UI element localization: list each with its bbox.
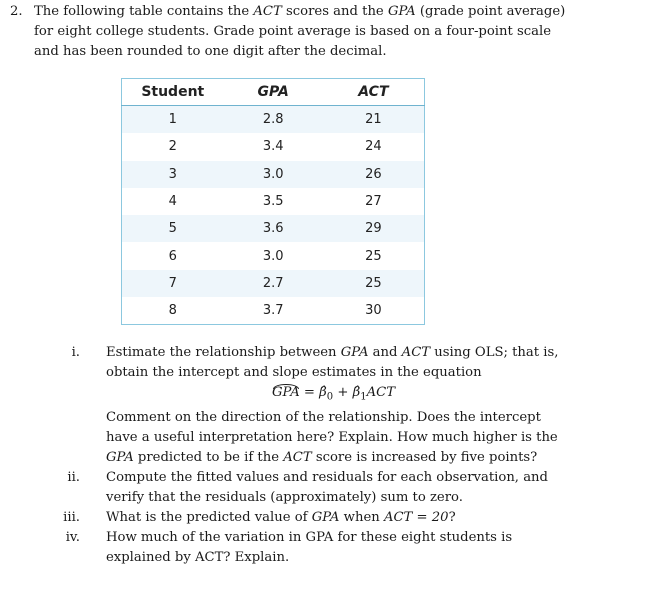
question-text: Compute the fitted values and residuals for each observation, and verify that the residuals (approximately) sum to zero.	[106, 469, 548, 505]
table-row	[122, 106, 425, 134]
cell-gpa: 2.7	[224, 270, 323, 297]
beta-hat-0: β̂	[319, 385, 327, 400]
act-variable: ACT	[366, 385, 396, 400]
q1-followup-gpa: GPA	[106, 449, 134, 465]
intro-gpa-term: GPA	[387, 4, 416, 19]
cell-student: 6	[122, 242, 224, 269]
question-list	[0, 343, 650, 568]
cell-student: 5	[122, 215, 224, 242]
q3-question-mark: ?	[448, 509, 456, 525]
table-row	[122, 242, 425, 269]
data-table	[121, 78, 425, 325]
q1-followup-1: Comment on the direction of the relationship. Does the intercept have a useful interpretation here? Explain. How much higher is the	[106, 409, 558, 445]
cell-gpa: 3.7	[224, 297, 323, 325]
question-text	[106, 343, 566, 383]
table-row	[122, 297, 425, 325]
question-label: ii.	[67, 469, 80, 485]
q3-value: 20	[431, 509, 449, 525]
intro-text-1: The following table contains the	[34, 4, 254, 19]
q3-text-1: What is the predicted value of	[106, 509, 312, 525]
table-row	[122, 188, 425, 215]
q1-followup-act: ACT	[283, 449, 312, 465]
q3-act-term: ACT	[383, 509, 413, 525]
intro-text-2: scores and the	[281, 4, 388, 19]
cell-act: 25	[323, 270, 425, 297]
cell-student: 1	[122, 106, 224, 134]
table-row	[122, 270, 425, 297]
cell-gpa: 3.5	[224, 188, 323, 215]
cell-act: 30	[323, 297, 425, 325]
table-header-row	[122, 79, 425, 106]
question-followup	[106, 408, 566, 468]
question-iv	[0, 528, 650, 568]
header-student: Student	[122, 79, 224, 106]
question-i	[0, 343, 650, 468]
gpa-hat: GPA	[272, 383, 300, 403]
question-text	[106, 508, 566, 528]
q1-gpa-term: GPA	[340, 345, 369, 360]
regression-equation	[106, 383, 650, 408]
question-label: i.	[71, 345, 80, 360]
question-iii	[0, 508, 650, 528]
q3-gpa-term: GPA	[311, 509, 340, 525]
cell-gpa: 3.0	[224, 242, 323, 269]
q1-text-2: and	[368, 345, 402, 360]
cell-act: 27	[323, 188, 425, 215]
cell-student: 7	[122, 270, 224, 297]
intro-act-term: ACT	[253, 4, 282, 19]
table-row	[122, 133, 425, 160]
beta-hat-1: β̂	[352, 385, 361, 400]
cell-act: 25	[323, 242, 425, 269]
subscript-0: 0	[326, 391, 334, 403]
problem-number: 2.	[10, 4, 23, 19]
header-gpa: GPA	[224, 79, 323, 106]
cell-student: 4	[122, 188, 224, 215]
q1-text-3: using OLS; that is, obtain the intercept and slope estimates in the equation	[106, 345, 559, 380]
question-text: How much of the variation in GPA for these eight students is explained by ACT? Explain.	[106, 529, 513, 565]
cell-act: 26	[323, 161, 425, 188]
cell-act: 29	[323, 215, 425, 242]
cell-gpa: 3.4	[224, 133, 323, 160]
cell-student: 3	[122, 161, 224, 188]
q1-text-1: Estimate the relationship between	[106, 345, 341, 360]
q1-act-term: ACT	[401, 345, 431, 360]
problem-intro-text	[34, 2, 574, 62]
table-row	[122, 161, 425, 188]
plus-sign: +	[333, 385, 353, 400]
cell-act: 21	[323, 106, 425, 134]
subscript-1: 1	[360, 391, 367, 403]
q3-text-2: when	[339, 509, 384, 525]
equals-sign: =	[299, 385, 320, 400]
table-row	[122, 215, 425, 242]
q1-followup-2: predicted to be if the	[133, 449, 284, 465]
q3-equals: =	[412, 509, 432, 525]
question-label: iii.	[63, 509, 80, 525]
cell-act: 24	[323, 133, 425, 160]
intro-text-3: (grade point average) for eight college students. Grade point average is based on a four-point scale and has been rounded to one digit after the decimal.	[34, 4, 566, 59]
header-act: ACT	[323, 79, 425, 106]
cell-student: 2	[122, 133, 224, 160]
cell-student: 8	[122, 297, 224, 325]
cell-gpa: 2.8	[224, 106, 323, 134]
question-label: iv.	[65, 529, 80, 545]
question-ii	[0, 468, 650, 508]
cell-gpa: 3.0	[224, 161, 323, 188]
q1-followup-3: score is increased by five points?	[311, 449, 538, 465]
cell-gpa: 3.6	[224, 215, 323, 242]
